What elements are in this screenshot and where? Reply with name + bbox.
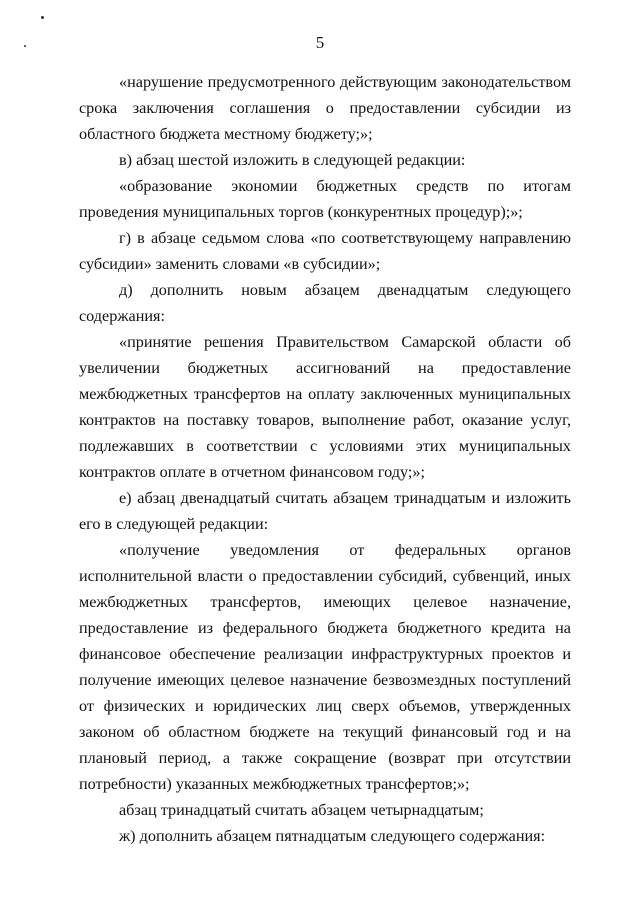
page-number: 5 <box>315 33 325 52</box>
paragraph: абзац тринадцатый считать абзацем четырнадцатым; <box>119 801 484 819</box>
paragraph: в) абзац шестой изложить в следующей редакции: <box>119 151 466 169</box>
paragraph: е) абзац двенадцатый считать абзацем тринадцатым и изложить его в следующей редакции: <box>79 489 571 533</box>
document-body <box>79 69 571 849</box>
paragraph: ж) дополнить абзацем пятнадцатым следующего содержания: <box>119 827 546 845</box>
paragraph: «получение уведомления от федеральных органов исполнительной власти о предоставлении субсидий, субвенций, иных межбюджетных трансфертов, имеющих целевое назначение, предоставление из федерального бюджета бюджетного кредита на финансовое обеспечение реализации инфраструктурных проектов и получение имеющих целевое назначение безвозмездных поступлений от физических и юридических лиц сверх объемов, утвержденных законом об областном бюджете на текущий финансовый год и на плановый период, а также сокращение (возврат при отсутствии потребности) указанных межбюджетных трансфертов;»; <box>79 541 571 793</box>
paragraph: «образование экономии бюджетных средств по итогам проведения муниципальных торгов (конкурентных процедур);»; <box>79 177 571 221</box>
paragraph: д) дополнить новым абзацем двенадцатым следующего содержания: <box>79 281 571 325</box>
paragraph: г) в абзаце седьмом слова «по соответствующему направлению субсидии» заменить словами «в субсидии»; <box>79 229 571 273</box>
paragraph: «принятие решения Правительством Самарской области об увеличении бюджетных ассигнований на предоставление межбюджетных трансфертов на оплату заключенных муниципальных контрактов на поставку товаров, выполнение работ, оказание услуг, подлежавших в соответствии с условиями этих муниципальных контрактов оплате в отчетном финансовом году;»; <box>79 333 571 481</box>
scan-mark <box>41 16 44 19</box>
paragraph: «нарушение предусмотренного действующим законодательством срока заключения соглашения о предоставлении субсидии из областного бюджета местному бюджету;»; <box>79 73 571 143</box>
